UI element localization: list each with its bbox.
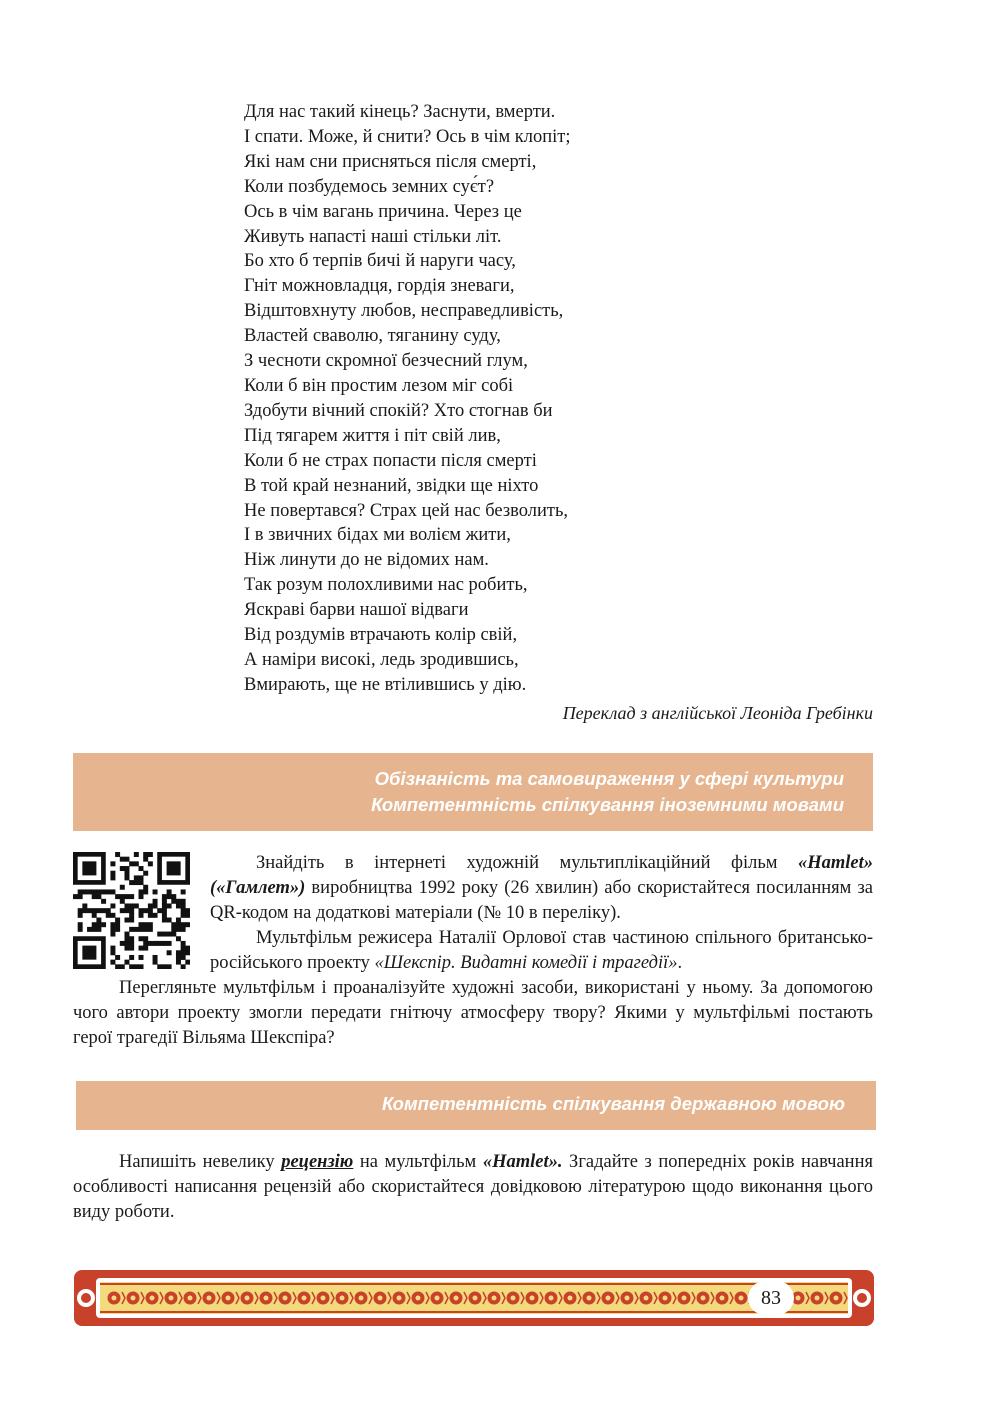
poem-line: Властей сваволю, тяганину суду, bbox=[244, 326, 501, 347]
task-paragraph-find-film bbox=[210, 851, 873, 926]
qr-code[interactable] bbox=[73, 852, 190, 969]
film-title: «Hamlet» («Гамлет») bbox=[210, 853, 873, 898]
poem-line: Які нам сни присняться після смерті, bbox=[244, 151, 537, 172]
text-span: Мультфільм режисера Наталії Орлової став частиною спільного британсько-російського проекту bbox=[210, 928, 873, 973]
text-span: на мультфільм bbox=[353, 1152, 483, 1172]
poem-line: Відштовхнуту любов, несправедливість, bbox=[244, 301, 564, 322]
text-span: виробництва 1992 року (26 хвилин) або скористайтеся посиланням за QR-кодом на додаткові матеріали (№ 10 в переліку). bbox=[210, 877, 873, 923]
poem-line: Бо хто б терпів бичі й наруги часу, bbox=[244, 251, 516, 272]
poem bbox=[244, 100, 884, 698]
text-span: Згадайте з попередніх років навчання особливості написання рецензій або скористайтеся довідковою літературою щодо виконання цього виду роботи. bbox=[73, 1152, 873, 1222]
poem-line: Вмирають, ще не втілившись у дію. bbox=[244, 674, 527, 695]
poem-line: Не повертався? Страх цей нас безволить, bbox=[244, 500, 569, 521]
project-title: «Шекспір. Видатні комедії і трагедії» bbox=[374, 952, 678, 973]
poem-line: Для нас такий кінець? Заснути, вмерти. bbox=[244, 102, 556, 122]
poem-line: Коли позбудемось земних сує́т? bbox=[244, 176, 495, 197]
poem-line: А наміри високі, ледь зродившись, bbox=[244, 649, 519, 670]
poem-line: І спати. Може, й снити? Ось в чім клопіт; bbox=[244, 126, 571, 147]
poem-line: Яскраві барви нашої відваги bbox=[244, 600, 469, 621]
poem-line: І в звичних бідах ми волієм жити, bbox=[244, 525, 511, 546]
page-number: 83 bbox=[748, 1281, 794, 1315]
film-title: «Hamlet». bbox=[482, 1152, 563, 1172]
text-span: . bbox=[677, 952, 683, 973]
poem-line: З чесноти скромної безчесний глум, bbox=[244, 351, 528, 372]
competence-line-culture: Обізнаність та самовираження у сфері культури bbox=[374, 768, 844, 789]
competence-band-state-language bbox=[76, 1081, 876, 1130]
poem-line: Здобути вічний спокій? Хто стогнав би bbox=[244, 400, 553, 421]
translator-credit: Переклад з англійської Леоніда Гребінки bbox=[562, 703, 873, 723]
task-paragraph-analyze: Перегляньте мультфільм і проаналізуйте художні засоби, використані у ньому. За допомогою чого автори проекту змогли передати гнітючу атмосферу твору? Якими у мультфільмі постають герої трагедії Вільяма Шекспіра? bbox=[73, 978, 873, 1048]
competence-line-foreign-languages: Компетентність спілкування іноземними мовами bbox=[371, 794, 844, 815]
poem-line: Коли б він простим лезом міг собі bbox=[244, 375, 514, 396]
text-span: Напишіть невелику bbox=[119, 1152, 282, 1172]
poem-line: Гніт можновладця, гордія зневаги, bbox=[244, 276, 515, 297]
poem-line: Коли б не страх попасти після смерті bbox=[244, 450, 537, 471]
keyword-review: рецензію bbox=[281, 1152, 354, 1172]
poem-line: В той край незнаний, звідки ще ніхто bbox=[244, 475, 539, 496]
poem-line: Живуть напасті наші стільки літ. bbox=[244, 226, 502, 247]
poem-line: Так розум полохливими нас робить, bbox=[244, 575, 528, 596]
task-paragraph-director bbox=[210, 926, 873, 976]
task-paragraph-review bbox=[73, 1150, 873, 1225]
poem-line: Під тягарем життя і піт свій лив, bbox=[244, 425, 501, 446]
poem-line: Ось в чім вагань причина. Через це bbox=[244, 201, 522, 222]
poem-line: Від роздумів втрачають колір свій, bbox=[244, 625, 518, 646]
competence-band-culture-languages bbox=[73, 753, 873, 831]
text-span: Знайдіть в інтернеті художній мультиплікаційний фільм bbox=[256, 853, 798, 873]
competence-line-state-language: Компетентність спілкування державною мовою bbox=[382, 1093, 845, 1114]
poem-line: Ніж линути до не відомих нам. bbox=[244, 550, 489, 571]
